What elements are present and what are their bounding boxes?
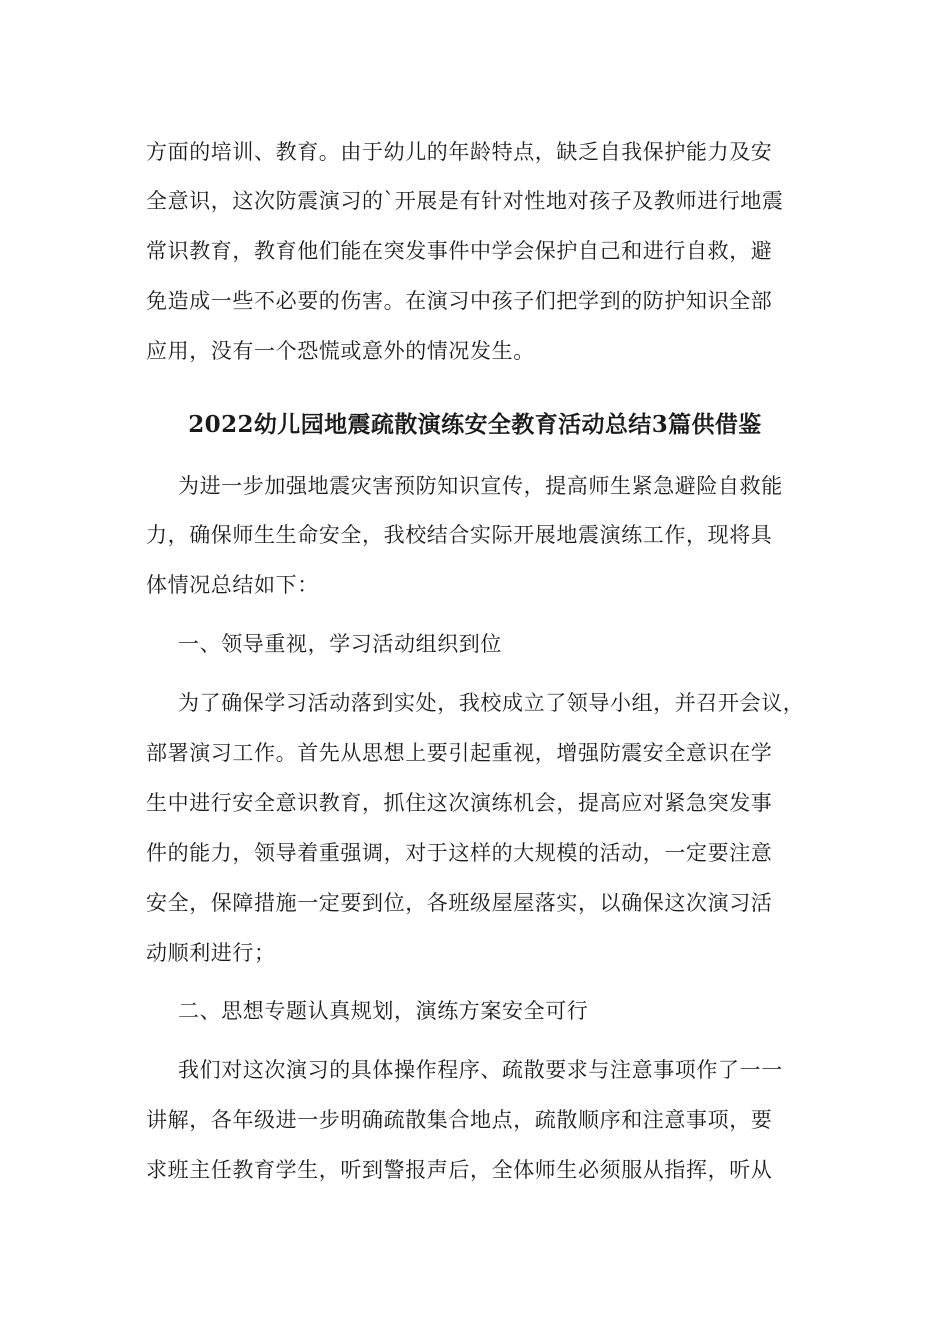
intro-line-5: 应用，没有一个恐慌或意外的情况发生。 bbox=[146, 339, 535, 363]
intro-line-3: 常识教育，教育他们能在突发事件中学会保护自己和进行自救，避 bbox=[146, 239, 773, 263]
section-heading-2: 二、思想专题认真规划，演练方案安全可行 bbox=[178, 999, 589, 1023]
paragraph-2-line-5: 安全，保障措施一定要到位，各班级屋屋落实，以确保这次演习活 bbox=[146, 891, 773, 915]
paragraph-2-line-1: 为了确保学习活动落到实处，我校成立了领导小组，并召开会议， bbox=[178, 691, 805, 715]
intro-line-2: 全意识，这次防震演习的`开展是有针对性地对孩子及教师进行地震 bbox=[146, 189, 784, 213]
paragraph-1-line-1: 为进一步加强地震灾害预防知识宣传，提高师生紧急避险自救能 bbox=[178, 474, 783, 498]
paragraph-2-line-6: 动顺利进行； bbox=[146, 941, 276, 965]
paragraph-1-line-3: 体情况总结如下： bbox=[146, 573, 319, 597]
paragraph-3-line-3: 求班主任教育学生，听到警报声后，全体师生必须服从指挥，听从 bbox=[146, 1158, 773, 1182]
paragraph-3-line-2: 讲解，各年级进一步明确疏散集合地点，疏散顺序和注意事项，要 bbox=[146, 1108, 773, 1132]
paragraph-3-line-1: 我们对这次演习的具体操作程序、疏散要求与注意事项作了一一 bbox=[178, 1058, 783, 1082]
document-title: 2022幼儿园地震疏散演练安全教育活动总结3篇供借鉴 bbox=[188, 411, 762, 438]
section-heading-1: 一、领导重视，学习活动组织到位 bbox=[178, 632, 502, 656]
paragraph-2-line-4: 件的能力，领导着重强调，对于这样的大规模的活动，一定要注意 bbox=[146, 841, 773, 865]
intro-line-1: 方面的培训、教育。由于幼儿的年龄特点，缺乏自我保护能力及安 bbox=[146, 140, 773, 164]
paragraph-2-line-2: 部署演习工作。首先从思想上要引起重视，增强防震安全意识在学 bbox=[146, 741, 773, 765]
intro-line-4: 免造成一些不必要的伤害。在演习中孩子们把学到的防护知识全部 bbox=[146, 289, 773, 313]
paragraph-2-line-3: 生中进行安全意识教育，抓住这次演练机会，提高应对紧急突发事 bbox=[146, 791, 773, 815]
paragraph-1-line-2: 力，确保师生生命安全，我校结合实际开展地震演练工作，现将具 bbox=[146, 523, 773, 547]
